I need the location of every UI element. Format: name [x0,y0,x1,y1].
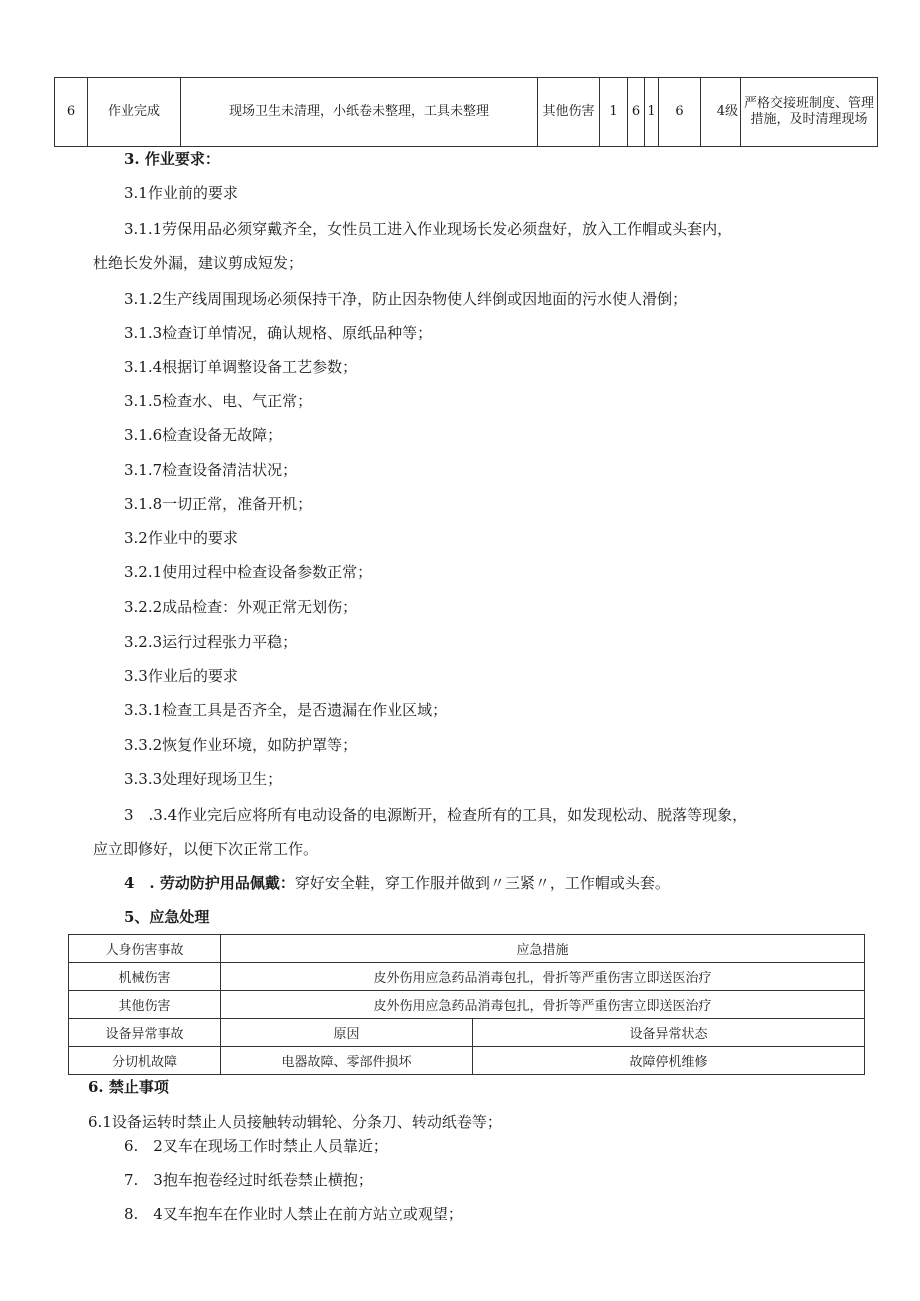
equipment-fault-cell: 分切机故障 [69,1047,221,1075]
section-3-2-3: 3.2.3运行过程张力平稳； [124,633,298,651]
header-equipment-state: 设备异常状态 [473,1019,865,1047]
section-3-1-7: 3.1.7检查设备清洁状况； [124,461,298,479]
section-3-1-4: 3.1.4根据订单调整设备工艺参数； [124,358,358,376]
section-3-1-5: 3.1.5检查水、电、气正常； [124,392,313,410]
section-3-2: 3.2作业中的要求 [124,529,238,547]
risk-level: 4级 [701,78,741,147]
emergency-measure-cell: 皮外伤用应急药品消毒包扎，骨折等严重伤害立即送医治疗 [221,991,865,1019]
section-3-1-1-cont: 杜绝长发外漏，建议剪成短发； [93,254,304,272]
prohibit-item: 6.1设备运转时禁止人员接触转动辑轮、分条刀、转动纸卷等； [88,1113,502,1131]
table-row [69,991,865,1019]
section-3-1-6: 3.1.6检查设备无故障； [124,426,283,444]
section-3-3-4: 3 .3.4作业完后应将所有电动设备的电源断开，检查所有的工具，如发现松动、脱落等现象， [124,806,748,824]
ppe-label: 4 . 劳动防护用品佩戴： [124,874,295,892]
risk-table [54,77,878,147]
section-3-3-2: 3.3.2恢复作业环境，如防护罩等； [124,736,358,754]
table-row [69,1047,865,1075]
injury-type-cell: 其他伤害 [69,991,221,1019]
section-3-3-1: 3.3.1检查工具是否齐全，是否遗漏在作业区域； [124,701,448,719]
section-6-heading: 6. 禁止事项 [88,1078,169,1096]
table-row [69,1019,865,1047]
table-row [69,963,865,991]
section-3-2-1: 3.2.1使用过程中检查设备参数正常； [124,563,373,581]
hazard-description: 现场卫生未清理，小纸卷未整理，工具未整理 [181,78,538,147]
state-cell: 故障停机维修 [473,1047,865,1075]
section-3-1-8: 3.1.8一切正常，准备开机； [124,495,313,513]
section-3-3-4-cont: 应立即修好，以便下次正常工作。 [93,840,319,858]
table-row [69,935,865,963]
control-measure: 严格交接班制度、管理措施，及时清理现场 [741,78,878,147]
score-c: 1 [645,78,659,147]
header-equipment-fault: 设备异常事故 [69,1019,221,1047]
emergency-table [68,934,865,1075]
task-name: 作业完成 [88,78,181,147]
section-3-1-1: 3.1.1劳保用品必须穿戴齐全，女性员工进入作业现场长发必须盘好，放入工作帽或头套内， [124,220,733,238]
section-3-1-3: 3.1.3检查订单情况，确认规格、原纸品种等； [124,324,433,342]
injury-type-cell: 机械伤害 [69,963,221,991]
section-3-3-3: 3.3.3处理好现场卫生； [124,770,283,788]
ppe-text: 穿好安全鞋，穿工作服并做到〃三紧〃，工作帽或头套。 [294,874,670,892]
cause-cell: 电器故障、零部件损坏 [221,1047,473,1075]
section-3-1: 3.1作业前的要求 [124,184,238,202]
section-3-2-2: 3.2.2成品检查：外观正常无划伤； [124,598,358,616]
section-3-heading: 3. 作业要求： [124,150,220,168]
table-row [55,78,878,147]
header-injury-type: 人身伤害事故 [69,935,221,963]
header-emergency-measure: 应急措施 [221,935,865,963]
section-3-3: 3.3作业后的要求 [124,667,238,685]
score-e: 6 [628,78,645,147]
injury-type: 其他伤害 [538,78,600,147]
section-5-heading: 5、应急处理 [124,908,210,926]
emergency-measure-cell: 皮外伤用应急药品消毒包扎，骨折等严重伤害立即送医治疗 [221,963,865,991]
score-l: 1 [600,78,628,147]
header-cause: 原因 [221,1019,473,1047]
prohibit-item: 6. 2叉车在现场工作时禁止人员靠近； [124,1137,388,1155]
prohibit-item: 8. 4叉车抱车在作业时人禁止在前方站立或观望； [124,1205,463,1223]
row-number: 6 [55,78,88,147]
section-4 [124,873,670,893]
section-3-1-2: 3.1.2生产线周围现场必须保持干净，防止因杂物使人绊倒或因地面的污水使人滑倒； [124,290,688,308]
prohibit-item: 7. 3抱车抱卷经过时纸卷禁止横抱； [124,1171,373,1189]
score-d: 6 [659,78,701,147]
